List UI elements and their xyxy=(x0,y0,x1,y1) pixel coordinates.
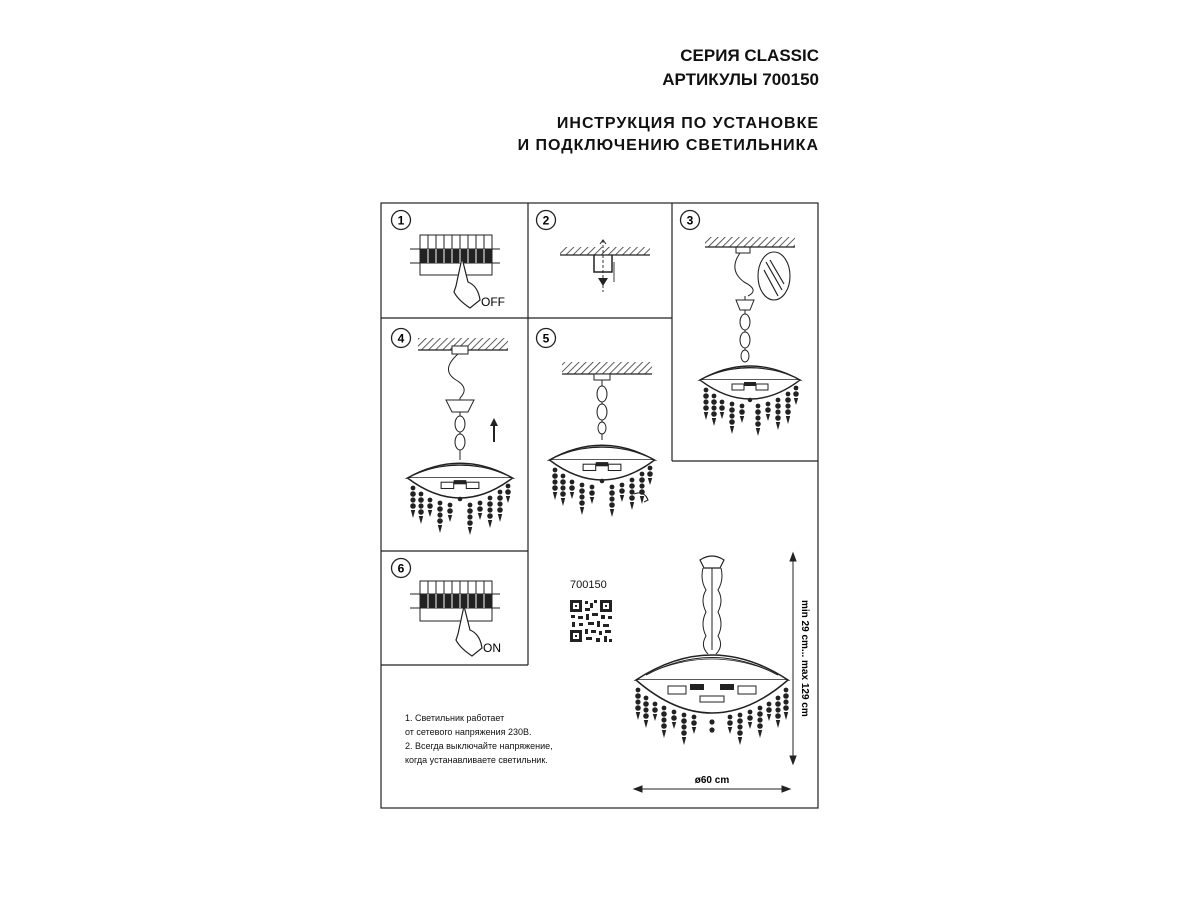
circuit-breaker-icon xyxy=(410,235,500,275)
step-5-number: 5 xyxy=(542,331,550,346)
series-title: СЕРИЯ CLASSIC xyxy=(680,46,819,65)
step-1-number: 1 xyxy=(397,213,405,228)
article-number: АРТИКУЛЫ 700150 xyxy=(662,70,819,89)
note-line-1: 1. Светильник работает xyxy=(405,713,505,723)
step-6-badge xyxy=(392,559,411,578)
step-4-badge xyxy=(392,329,411,348)
diameter-dimension xyxy=(634,786,790,792)
step-2-badge xyxy=(537,211,556,230)
step-1-caption: OFF xyxy=(481,295,505,309)
qr-code-icon xyxy=(570,600,612,642)
step-6-caption: ON xyxy=(483,641,501,655)
height-dimension-label: min 29 cm... max 129 cm xyxy=(799,600,810,717)
chandelier-icon xyxy=(635,556,789,745)
product-code: 700150 xyxy=(570,579,607,591)
instruction-title-line1: ИНСТРУКЦИЯ ПО УСТАНОВКЕ xyxy=(556,115,819,132)
step-3-badge xyxy=(681,211,700,230)
step-4-illustration xyxy=(408,338,513,535)
note-line-2: от сетевого напряжения 230В. xyxy=(405,727,532,737)
step-4-number: 4 xyxy=(397,331,405,346)
height-dimension xyxy=(790,553,796,764)
ceiling-mount-icon xyxy=(560,240,650,292)
note-line-3: 2. Всегда выключайте напряжение, xyxy=(405,741,553,751)
step-6-number: 6 xyxy=(397,561,405,576)
step-1-badge xyxy=(392,211,411,230)
safety-notes xyxy=(405,711,595,767)
note-line-4: когда устанавливаете светильник. xyxy=(405,755,548,765)
circuit-breaker-on-icon xyxy=(410,581,500,621)
instruction-title-line2: И ПОДКЛЮЧЕНИЮ СВЕТИЛЬНИКА xyxy=(517,137,819,154)
diameter-dimension-label: ø60 cm xyxy=(694,775,730,786)
step-5-illustration xyxy=(550,362,655,517)
arrow-up-icon xyxy=(490,418,498,442)
step-3-number: 3 xyxy=(686,213,694,228)
step-3-illustration xyxy=(700,237,800,436)
step-2-number: 2 xyxy=(542,213,550,228)
step-5-badge xyxy=(537,329,556,348)
